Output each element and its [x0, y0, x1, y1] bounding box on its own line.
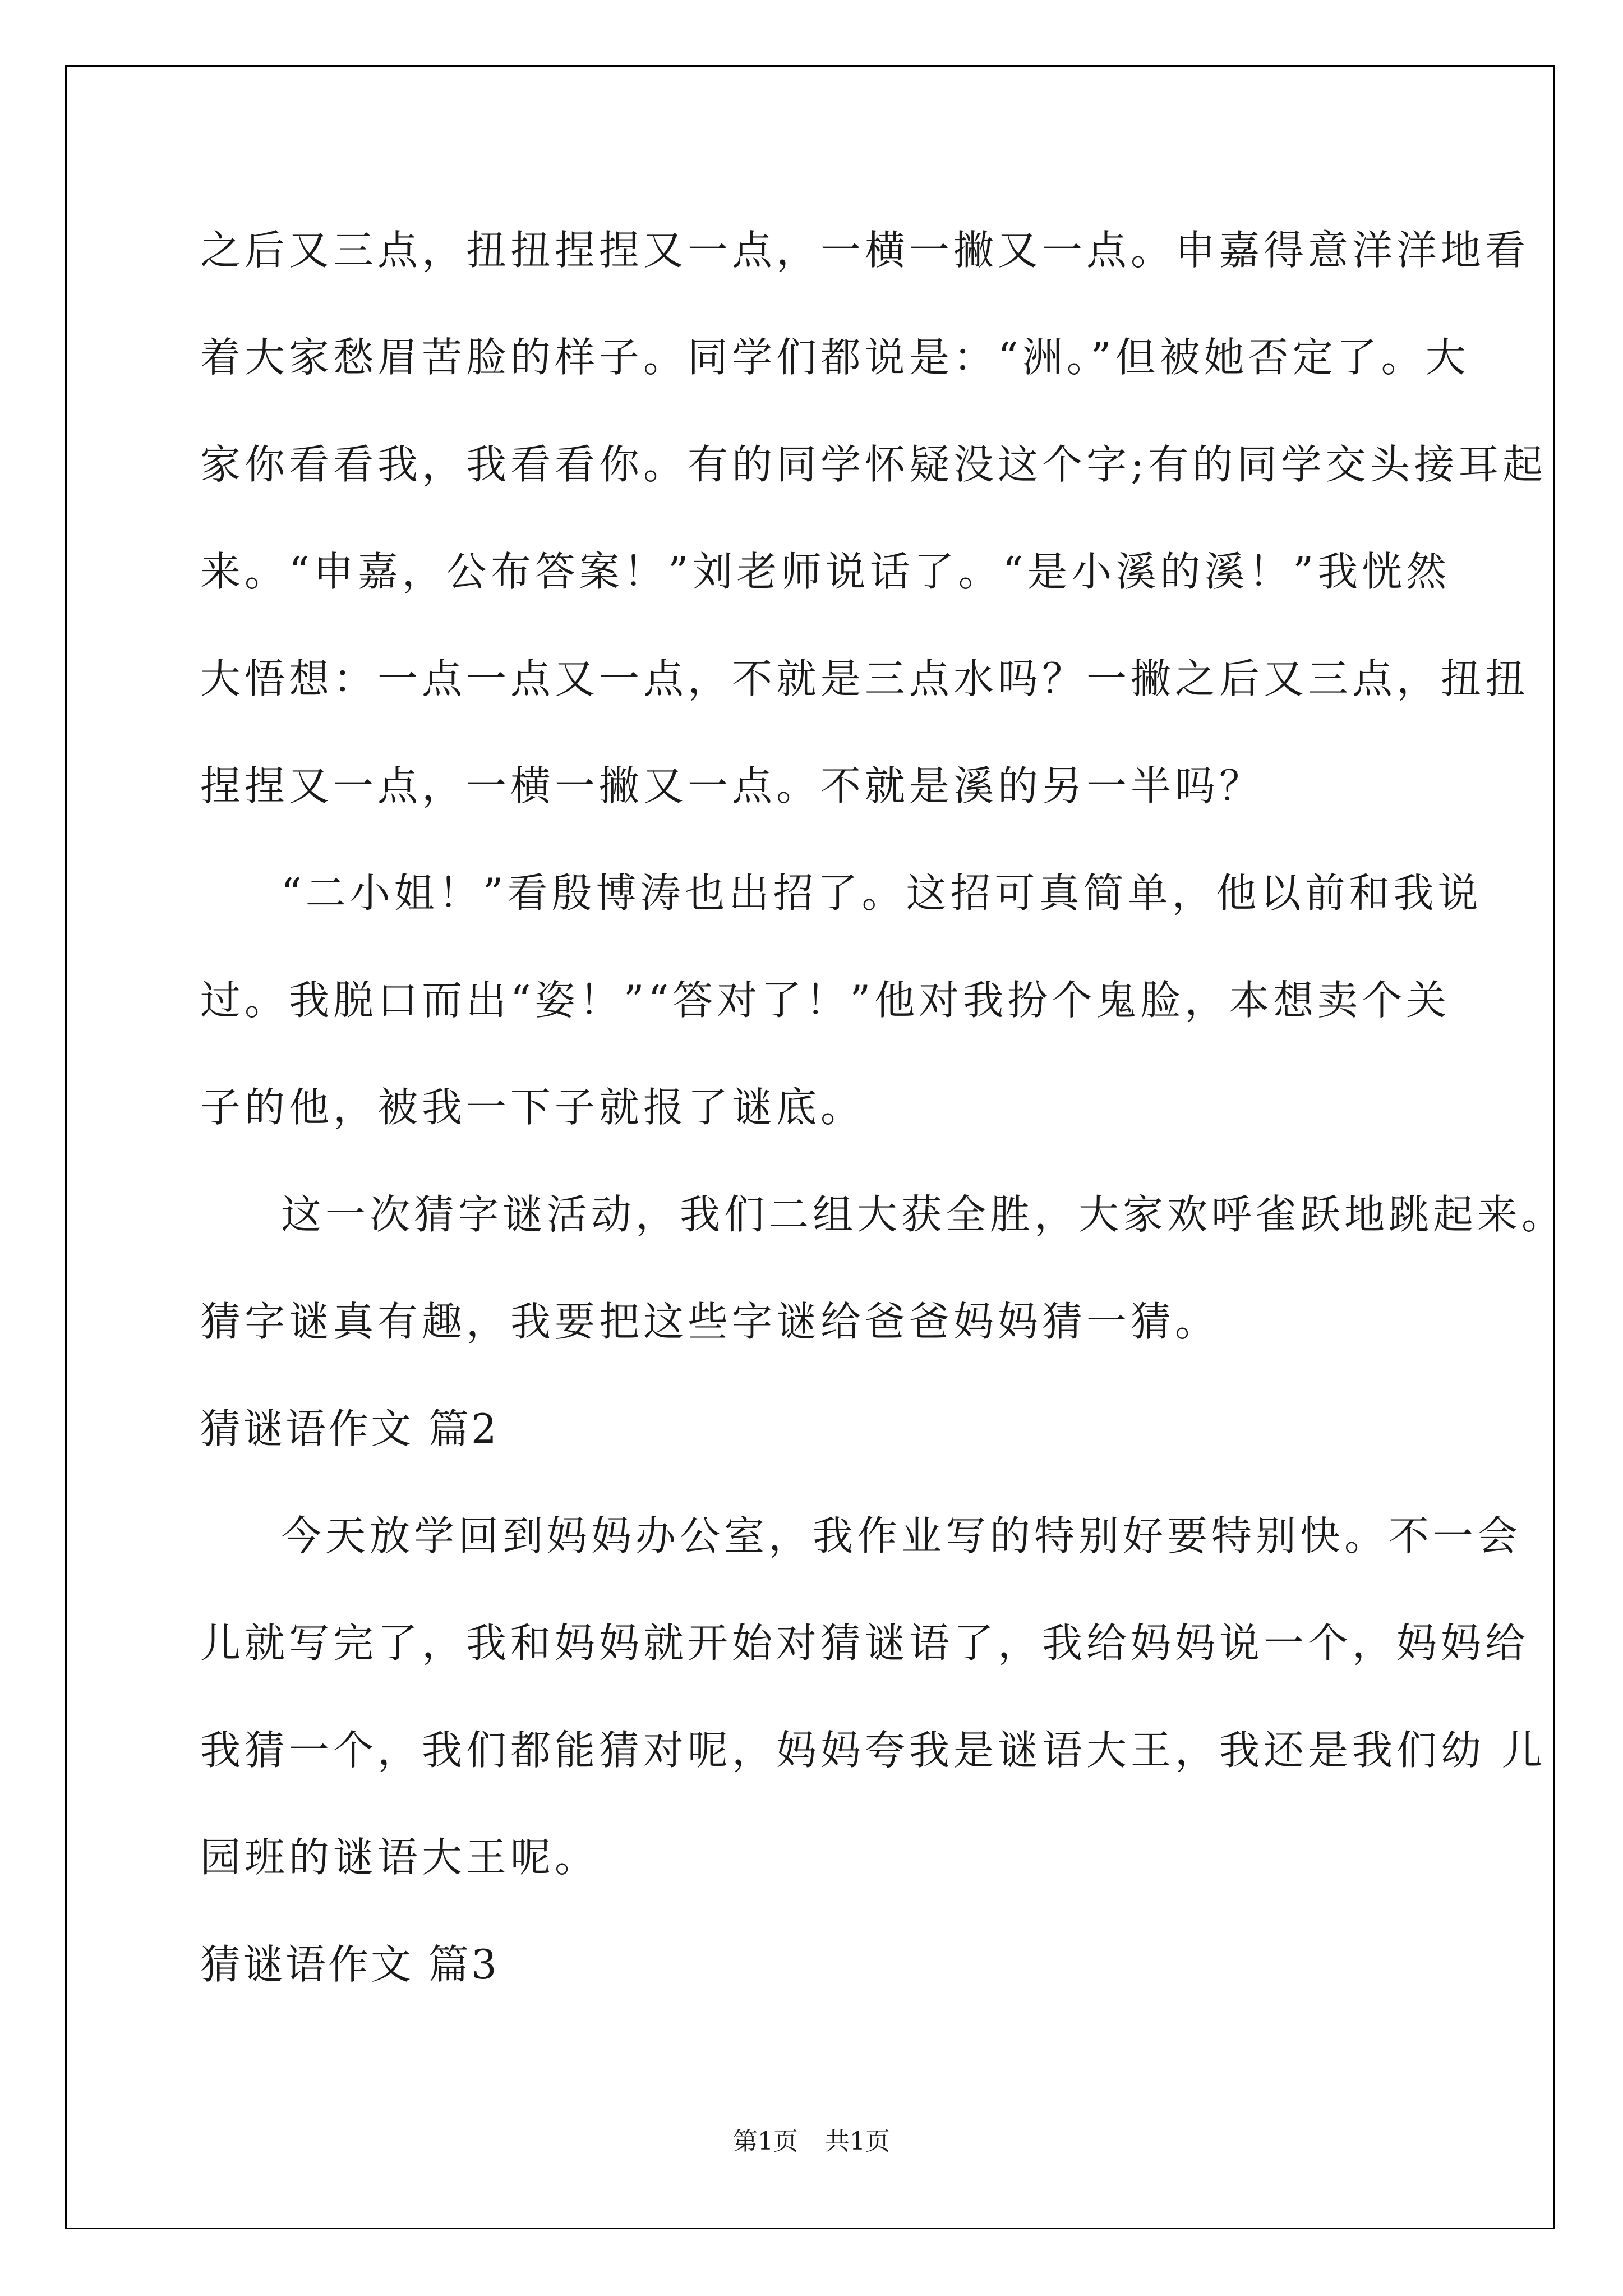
text-line: 大悟想：一点一点又一点，不就是三点水吗？一撇之后又三点，扭扭 — [200, 655, 1530, 702]
page-number-total: 共1页 — [825, 2127, 890, 2156]
section-heading: 猜谜语作文 篇3 — [200, 1941, 499, 1988]
page-footer — [0, 2125, 1623, 2159]
text-line: 子的他，被我一下子就报了谜底。 — [200, 1084, 865, 1131]
text-line: 儿就写完了，我和妈妈就开始对猜谜语了，我给妈妈说一个，妈妈给 — [200, 1619, 1530, 1667]
document-body — [200, 216, 1566, 2037]
paragraph-first-line: 这一次猜字谜活动，我们二组大获全胜，大家欢呼雀跃地跳起来。 — [281, 1191, 1566, 1238]
text-line: 着大家愁眉苦脸的样子。同学们都说是：“洲。”但被她否定了。大 — [200, 334, 1470, 381]
text-line: 园班的谜语大王呢。 — [200, 1834, 600, 1881]
text-line: 猜字谜真有趣，我要把这些字谜给爸爸妈妈猜一猜。 — [200, 1298, 1220, 1345]
text-line: 捏捏又一点，一横一撇又一点。不就是溪的另一半吗？ — [200, 762, 1264, 809]
paragraph-first-line: 今天放学回到妈妈办公室，我作业写的特别好要特别快。不一会 — [281, 1512, 1522, 1559]
text-line: 我猜一个，我们都能猜对呢，妈妈夸我是谜语大王，我还是我们幼 儿 — [200, 1727, 1546, 1774]
section-heading: 猜谜语作文 篇2 — [200, 1405, 499, 1452]
page-number-current: 第1页 — [733, 2127, 798, 2156]
text-line: 过。我脱口而出“姿！”“答对了！”他对我扮个鬼脸，本想卖个关 — [200, 977, 1451, 1024]
text-line: 之后又三点，扭扭捏捏又一点，一横一撇又一点。申嘉得意洋洋地看 — [200, 227, 1530, 274]
text-line: 家你看看我，我看看你。有的同学怀疑没这个字;有的同学交头接耳起 — [200, 441, 1547, 488]
paragraph-first-line: “二小姐！”看殷博涛也出招了。这招可真简单，他以前和我说 — [281, 869, 1482, 917]
text-line: 来。“申嘉，公布答案！”刘老师说话了。“是小溪的溪！”我恍然 — [200, 548, 1451, 595]
